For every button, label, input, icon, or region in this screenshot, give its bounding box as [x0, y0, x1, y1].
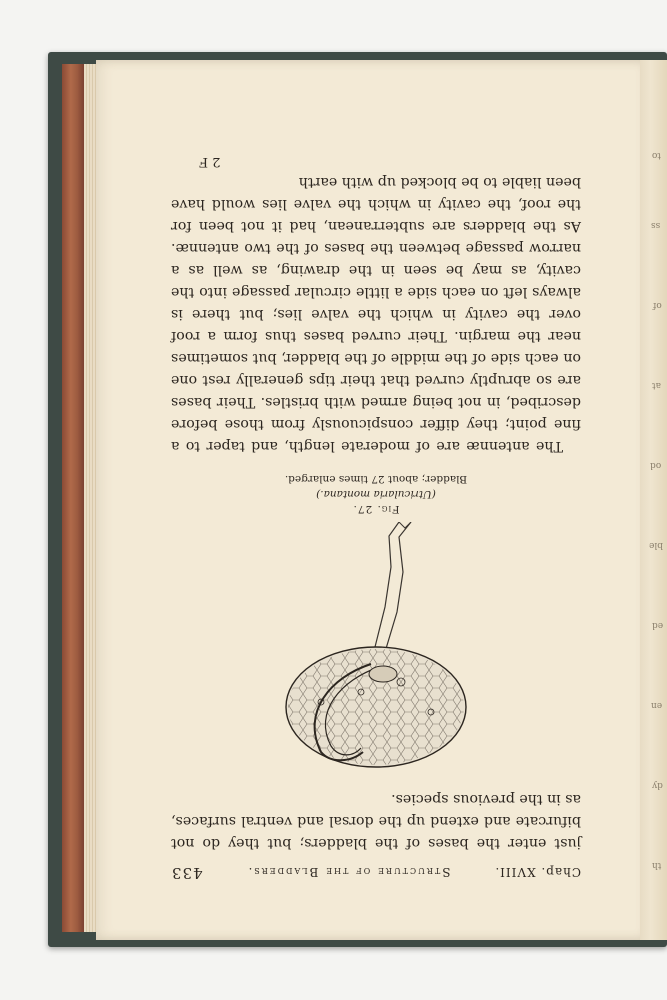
chapter-label: Chap. XVIII. [494, 865, 581, 879]
facing-page-fragment: ed [652, 620, 664, 630]
facing-page-fragment: od [650, 460, 662, 470]
facing-page-fragment: ble [649, 540, 663, 550]
facing-page-fragment: th [652, 860, 662, 870]
paragraph: The antennæ are of moderate length, and taper to a fine point; they differ conspicuously from those before described, in not being armed with bristles. Their bases are so abruptly curved that their tips generally rest one on each side of the middle of the bladder, but sometimes near the margin. Their curved bases thus form a roof over the cavity in which the valve lies; but there is always left on each side a little circular passage into the cavity, as may be seen in the drawing, as well as a narrow passage between the bases of the two antennæ. As the bladders are subterranean, had it not been for the roof, the cavity in which the valve lies would have been liable to be blocked up with earth [171, 174, 581, 454]
figure-label: Fig. 27. [352, 503, 400, 515]
facing-page-fragment: ss [651, 220, 661, 230]
facing-page-fragment: of [653, 300, 662, 310]
book-spine [62, 64, 84, 932]
facing-page-fragment: to [652, 150, 662, 160]
paragraph: just enter the bases of the bladders; but they do not bifurcate and extend up the dorsal and ventral surfaces, as in the previous species. [171, 791, 581, 851]
figure-species: (Utricularia montana.) [316, 488, 436, 500]
figure-description: Bladder; about 27 times enlarged. [284, 473, 468, 485]
facing-page-fragment: dy [652, 780, 663, 790]
text-block [171, 154, 581, 882]
facing-page-fragment: at [652, 380, 661, 390]
page-content-upside-down [96, 60, 651, 940]
signature-mark: 2 F [199, 154, 221, 169]
bladder-illustration [281, 522, 471, 772]
running-header [171, 864, 581, 882]
page-number: 433 [171, 864, 203, 882]
running-title: Structure of the Bladders. [246, 865, 451, 879]
facing-page-fragment: en [651, 700, 663, 710]
